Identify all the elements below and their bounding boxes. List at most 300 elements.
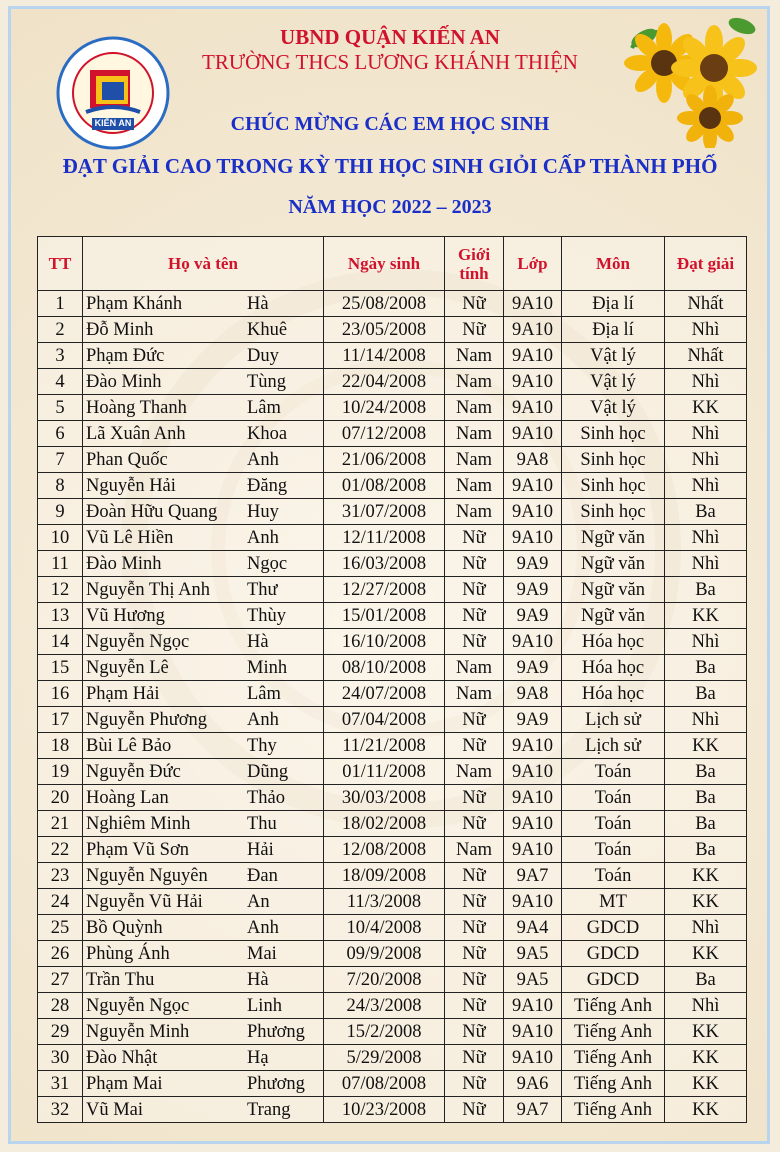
given-name: Dũng <box>247 761 289 782</box>
cell-award: KK <box>665 863 747 889</box>
table-row <box>38 733 747 759</box>
cell-class: 9A8 <box>504 447 562 473</box>
surname-middle: Nguyễn Ngọc <box>86 995 190 1016</box>
cell-name <box>83 1071 324 1097</box>
given-name: Trang <box>247 1099 291 1120</box>
cell-class: 9A10 <box>504 395 562 421</box>
cell-dob: 11/21/2008 <box>324 733 445 759</box>
surname-middle: Vũ Mai <box>86 1099 144 1120</box>
cell-tt: 13 <box>38 603 83 629</box>
table-row <box>38 551 747 577</box>
cell-tt: 28 <box>38 993 83 1019</box>
given-name: Hà <box>247 293 269 314</box>
cell-award: Ba <box>665 837 747 863</box>
table-row <box>38 317 747 343</box>
cell-dob: 07/04/2008 <box>324 707 445 733</box>
cell-class: 9A5 <box>504 941 562 967</box>
cell-award: Nhì <box>665 707 747 733</box>
table-row <box>38 629 747 655</box>
district-title: UBND QUẬN KIẾN AN <box>280 25 500 49</box>
cell-dob: 07/08/2008 <box>324 1071 445 1097</box>
cell-dob: 15/01/2008 <box>324 603 445 629</box>
cell-class: 9A10 <box>504 473 562 499</box>
cell-subject: Vật lý <box>562 395 665 421</box>
given-name: Thư <box>247 579 278 600</box>
cell-name <box>83 525 324 551</box>
given-name: Mai <box>247 943 277 964</box>
school-year: NĂM HỌC 2022 – 2023 <box>288 196 492 218</box>
cell-award: Nhất <box>665 291 747 317</box>
cell-name <box>83 655 324 681</box>
surname-middle: Lã Xuân Anh <box>86 423 186 444</box>
table-row <box>38 837 747 863</box>
cell-subject: Tiếng Anh <box>562 993 665 1019</box>
award-table <box>37 236 747 1123</box>
cell-class: 9A4 <box>504 915 562 941</box>
cell-dob: 12/08/2008 <box>324 837 445 863</box>
cell-class: 9A10 <box>504 525 562 551</box>
table-row <box>38 1045 747 1071</box>
cell-dob: 16/03/2008 <box>324 551 445 577</box>
cell-class: 9A7 <box>504 863 562 889</box>
table-row <box>38 915 747 941</box>
surname-middle: Phạm Mai <box>86 1073 163 1094</box>
given-name: Thảo <box>247 787 286 808</box>
cell-award: KK <box>665 603 747 629</box>
cell-name <box>83 395 324 421</box>
cell-gender: Nữ <box>445 889 504 915</box>
cell-dob: 16/10/2008 <box>324 629 445 655</box>
table-body <box>38 291 747 1123</box>
cell-subject: Ngữ văn <box>562 603 665 629</box>
surname-middle: Nghiêm Minh <box>86 813 191 834</box>
cell-name <box>83 1019 324 1045</box>
cell-dob: 01/08/2008 <box>324 473 445 499</box>
surname-middle: Nguyễn Minh <box>86 1021 190 1042</box>
cell-gender: Nữ <box>445 785 504 811</box>
cell-tt: 17 <box>38 707 83 733</box>
cell-class: 9A10 <box>504 369 562 395</box>
surname-middle: Vũ Hương <box>86 605 165 626</box>
cell-subject: Toán <box>562 863 665 889</box>
surname-middle: Bùi Lê Bảo <box>86 735 172 756</box>
cell-tt: 10 <box>38 525 83 551</box>
cell-dob: 11/3/2008 <box>324 889 445 915</box>
surname-middle: Nguyễn Ngọc <box>86 631 190 652</box>
header-award: Đạt giải <box>665 237 747 291</box>
cell-name <box>83 473 324 499</box>
cell-tt: 20 <box>38 785 83 811</box>
cell-award: KK <box>665 941 747 967</box>
table-row <box>38 499 747 525</box>
cell-tt: 18 <box>38 733 83 759</box>
surname-middle: Đỗ Minh <box>86 319 154 340</box>
cell-name <box>83 499 324 525</box>
cell-class: 9A9 <box>504 603 562 629</box>
cell-tt: 14 <box>38 629 83 655</box>
cell-award: Ba <box>665 759 747 785</box>
cell-gender: Nữ <box>445 863 504 889</box>
given-name: Thy <box>247 735 277 756</box>
cell-award: Nhì <box>665 915 747 941</box>
cell-gender: Nữ <box>445 1097 504 1123</box>
cell-award: Nhì <box>665 551 747 577</box>
cell-tt: 26 <box>38 941 83 967</box>
cell-award: Nhì <box>665 421 747 447</box>
surname-middle: Nguyễn Nguyên <box>86 865 208 886</box>
cell-class: 9A10 <box>504 343 562 369</box>
surname-middle: Hoàng Thanh <box>86 397 187 418</box>
table-row <box>38 759 747 785</box>
cell-subject: Toán <box>562 837 665 863</box>
table-row <box>38 707 747 733</box>
cell-name <box>83 291 324 317</box>
given-name: Anh <box>247 527 279 548</box>
cell-subject: Vật lý <box>562 343 665 369</box>
cell-name <box>83 421 324 447</box>
surname-middle: Phan Quốc <box>86 449 168 470</box>
cell-subject: Lịch sử <box>562 733 665 759</box>
cell-tt: 27 <box>38 967 83 993</box>
table-row <box>38 1019 747 1045</box>
given-name: Phương <box>247 1073 305 1094</box>
cell-dob: 10/23/2008 <box>324 1097 445 1123</box>
cell-subject: Tiếng Anh <box>562 1097 665 1123</box>
cell-subject: GDCD <box>562 915 665 941</box>
cell-gender: Nữ <box>445 551 504 577</box>
cell-name <box>83 369 324 395</box>
cell-subject: Hóa học <box>562 629 665 655</box>
cell-gender: Nam <box>445 681 504 707</box>
cell-gender: Nữ <box>445 733 504 759</box>
cell-name <box>83 681 324 707</box>
cell-dob: 5/29/2008 <box>324 1045 445 1071</box>
cell-gender: Nam <box>445 369 504 395</box>
cell-dob: 23/05/2008 <box>324 317 445 343</box>
cell-award: Nhì <box>665 369 747 395</box>
cell-name <box>83 1045 324 1071</box>
cell-subject: Sinh học <box>562 473 665 499</box>
surname-middle: Vũ Lê Hiền <box>86 527 174 548</box>
surname-middle: Nguyễn Lê <box>86 657 169 678</box>
surname-middle: Đào Nhật <box>86 1047 158 1068</box>
cell-name <box>83 629 324 655</box>
surname-middle: Đào Minh <box>86 553 162 574</box>
cell-dob: 30/03/2008 <box>324 785 445 811</box>
cell-gender: Nữ <box>445 1045 504 1071</box>
cell-award: KK <box>665 1097 747 1123</box>
cell-award: Ba <box>665 681 747 707</box>
table-row <box>38 941 747 967</box>
cell-tt: 32 <box>38 1097 83 1123</box>
surname-middle: Nguyễn Vũ Hải <box>86 891 203 912</box>
table-row <box>38 369 747 395</box>
table-row <box>38 967 747 993</box>
cell-tt: 23 <box>38 863 83 889</box>
given-name: Thu <box>247 813 277 834</box>
cell-subject: Hóa học <box>562 681 665 707</box>
cell-subject: Lịch sử <box>562 707 665 733</box>
surname-middle: Đoàn Hữu Quang <box>86 501 218 522</box>
cell-tt: 4 <box>38 369 83 395</box>
given-name: Huy <box>247 501 279 522</box>
cell-award: Ba <box>665 499 747 525</box>
cell-subject: Tiếng Anh <box>562 1071 665 1097</box>
given-name: Lâm <box>247 683 281 704</box>
cell-class: 9A10 <box>504 629 562 655</box>
cell-gender: Nữ <box>445 707 504 733</box>
cell-gender: Nữ <box>445 577 504 603</box>
cell-gender: Nam <box>445 499 504 525</box>
cell-award: Ba <box>665 785 747 811</box>
cell-dob: 11/14/2008 <box>324 343 445 369</box>
cell-name <box>83 707 324 733</box>
cell-name <box>83 577 324 603</box>
cell-tt: 8 <box>38 473 83 499</box>
header-class: Lớp <box>504 237 562 291</box>
cell-gender: Nữ <box>445 967 504 993</box>
cell-name <box>83 863 324 889</box>
table-row <box>38 603 747 629</box>
cell-name <box>83 993 324 1019</box>
cell-gender: Nam <box>445 447 504 473</box>
congrats-title: CHÚC MỪNG CÁC EM HỌC SINH <box>230 113 550 135</box>
cell-gender: Nam <box>445 421 504 447</box>
cell-dob: 31/07/2008 <box>324 499 445 525</box>
cell-award: Nhì <box>665 629 747 655</box>
given-name: Đăng <box>247 475 288 496</box>
header-name: Họ và tên <box>83 237 324 291</box>
cell-award: Nhì <box>665 447 747 473</box>
cell-subject: Vật lý <box>562 369 665 395</box>
table-row <box>38 1071 747 1097</box>
cell-award: Ba <box>665 577 747 603</box>
cell-dob: 01/11/2008 <box>324 759 445 785</box>
cell-dob: 18/02/2008 <box>324 811 445 837</box>
surname-middle: Phạm Khánh <box>86 293 183 314</box>
surname-middle: Phạm Vũ Sơn <box>86 839 189 860</box>
cell-award: Ba <box>665 967 747 993</box>
header-tt: TT <box>38 237 83 291</box>
cell-subject: GDCD <box>562 941 665 967</box>
cell-class: 9A10 <box>504 1045 562 1071</box>
cell-name <box>83 759 324 785</box>
table-row <box>38 889 747 915</box>
given-name: Minh <box>247 657 288 678</box>
given-name: Duy <box>247 345 279 366</box>
cell-class: 9A10 <box>504 421 562 447</box>
cell-class: 9A6 <box>504 1071 562 1097</box>
cell-name <box>83 603 324 629</box>
cell-gender: Nữ <box>445 629 504 655</box>
cell-name <box>83 317 324 343</box>
header-gender: Giới tính <box>445 237 504 291</box>
cell-award: KK <box>665 395 747 421</box>
cell-award: Nhì <box>665 317 747 343</box>
cell-gender: Nữ <box>445 525 504 551</box>
cell-class: 9A9 <box>504 551 562 577</box>
cell-tt: 1 <box>38 291 83 317</box>
cell-tt: 25 <box>38 915 83 941</box>
cell-gender: Nam <box>445 837 504 863</box>
given-name: Đan <box>247 865 278 886</box>
cell-award: Nhì <box>665 525 747 551</box>
cell-class: 9A5 <box>504 967 562 993</box>
cell-dob: 24/07/2008 <box>324 681 445 707</box>
cell-class: 9A10 <box>504 785 562 811</box>
cell-gender: Nữ <box>445 993 504 1019</box>
cell-award: KK <box>665 1071 747 1097</box>
cell-name <box>83 941 324 967</box>
cell-subject: Tiếng Anh <box>562 1019 665 1045</box>
table-row <box>38 811 747 837</box>
table-row <box>38 525 747 551</box>
award-title: ĐẠT GIẢI CAO TRONG KỲ THI HỌC SINH GIỎI CẤP THÀNH PHỐ <box>62 154 718 178</box>
given-name: Lâm <box>247 397 281 418</box>
cell-dob: 7/20/2008 <box>324 967 445 993</box>
cell-gender: Nam <box>445 473 504 499</box>
given-name: Khoa <box>247 423 288 444</box>
cell-subject: Ngữ văn <box>562 525 665 551</box>
cell-name <box>83 837 324 863</box>
cell-tt: 3 <box>38 343 83 369</box>
header-dob: Ngày sinh <box>324 237 445 291</box>
given-name: Hải <box>247 839 274 860</box>
surname-middle: Nguyễn Hải <box>86 475 176 496</box>
cell-class: 9A10 <box>504 317 562 343</box>
cell-name <box>83 1097 324 1123</box>
cell-dob: 18/09/2008 <box>324 863 445 889</box>
cell-subject: Hóa học <box>562 655 665 681</box>
cell-tt: 11 <box>38 551 83 577</box>
cell-class: 9A7 <box>504 1097 562 1123</box>
cell-name <box>83 967 324 993</box>
cell-subject: Ngữ văn <box>562 577 665 603</box>
cell-gender: Nữ <box>445 603 504 629</box>
cell-name <box>83 915 324 941</box>
logo-text: KIẾN AN <box>94 118 132 128</box>
cell-class: 9A9 <box>504 577 562 603</box>
cell-subject: Địa lí <box>562 317 665 343</box>
cell-subject: Tiếng Anh <box>562 1045 665 1071</box>
cell-name <box>83 785 324 811</box>
table-row <box>38 785 747 811</box>
surname-middle: Phạm Đức <box>86 345 165 366</box>
cell-gender: Nam <box>445 655 504 681</box>
given-name: Hạ <box>247 1047 269 1068</box>
cell-gender: Nữ <box>445 941 504 967</box>
cell-tt: 30 <box>38 1045 83 1071</box>
cell-dob: 12/27/2008 <box>324 577 445 603</box>
cell-gender: Nam <box>445 395 504 421</box>
cell-name <box>83 811 324 837</box>
cell-class: 9A10 <box>504 837 562 863</box>
cell-dob: 07/12/2008 <box>324 421 445 447</box>
table-row <box>38 993 747 1019</box>
table-row <box>38 577 747 603</box>
cell-tt: 22 <box>38 837 83 863</box>
cell-class: 9A10 <box>504 291 562 317</box>
cell-subject: Toán <box>562 811 665 837</box>
table-row <box>38 421 747 447</box>
cell-subject: Địa lí <box>562 291 665 317</box>
cell-gender: Nữ <box>445 811 504 837</box>
cell-dob: 24/3/2008 <box>324 993 445 1019</box>
cell-gender: Nữ <box>445 317 504 343</box>
cell-gender: Nữ <box>445 291 504 317</box>
cell-subject: Sinh học <box>562 499 665 525</box>
cell-dob: 15/2/2008 <box>324 1019 445 1045</box>
given-name: Khuê <box>247 319 288 340</box>
cell-award: KK <box>665 733 747 759</box>
cell-award: Ba <box>665 811 747 837</box>
cell-tt: 29 <box>38 1019 83 1045</box>
given-name: Hà <box>247 631 269 652</box>
cell-name <box>83 733 324 759</box>
table-row <box>38 863 747 889</box>
cell-award: KK <box>665 1045 747 1071</box>
cell-name <box>83 343 324 369</box>
cell-dob: 22/04/2008 <box>324 369 445 395</box>
cell-class: 9A10 <box>504 993 562 1019</box>
cell-tt: 16 <box>38 681 83 707</box>
cell-class: 9A9 <box>504 707 562 733</box>
cell-name <box>83 889 324 915</box>
cell-subject: Ngữ văn <box>562 551 665 577</box>
cell-tt: 31 <box>38 1071 83 1097</box>
cell-tt: 21 <box>38 811 83 837</box>
cell-tt: 6 <box>38 421 83 447</box>
surname-middle: Đào Minh <box>86 371 162 392</box>
cell-dob: 10/24/2008 <box>324 395 445 421</box>
surname-middle: Trần Thu <box>86 969 155 990</box>
cell-dob: 21/06/2008 <box>324 447 445 473</box>
cell-tt: 19 <box>38 759 83 785</box>
cell-subject: Sinh học <box>562 447 665 473</box>
cell-tt: 2 <box>38 317 83 343</box>
table-row <box>38 343 747 369</box>
cell-tt: 7 <box>38 447 83 473</box>
cell-tt: 15 <box>38 655 83 681</box>
table-row <box>38 395 747 421</box>
cell-subject: Toán <box>562 759 665 785</box>
given-name: Tùng <box>247 371 287 392</box>
cell-dob: 25/08/2008 <box>324 291 445 317</box>
cell-gender: Nữ <box>445 915 504 941</box>
cell-gender: Nữ <box>445 1019 504 1045</box>
cell-tt: 12 <box>38 577 83 603</box>
cell-class: 9A10 <box>504 733 562 759</box>
cell-award: Nhất <box>665 343 747 369</box>
table-row <box>38 655 747 681</box>
surname-middle: Nguyễn Thị Anh <box>86 579 211 600</box>
cell-name <box>83 551 324 577</box>
cell-award: KK <box>665 889 747 915</box>
cell-class: 9A10 <box>504 811 562 837</box>
cell-subject: MT <box>562 889 665 915</box>
school-title: TRƯỜNG THCS LƯƠNG KHÁNH THIỆN <box>202 50 578 74</box>
cell-name <box>83 447 324 473</box>
given-name: Anh <box>247 449 279 470</box>
cell-award: Nhì <box>665 993 747 1019</box>
cell-tt: 5 <box>38 395 83 421</box>
header-subject: Môn <box>562 237 665 291</box>
cell-class: 9A10 <box>504 499 562 525</box>
cell-gender: Nam <box>445 343 504 369</box>
cell-award: Nhì <box>665 473 747 499</box>
cell-dob: 12/11/2008 <box>324 525 445 551</box>
cell-class: 9A10 <box>504 759 562 785</box>
